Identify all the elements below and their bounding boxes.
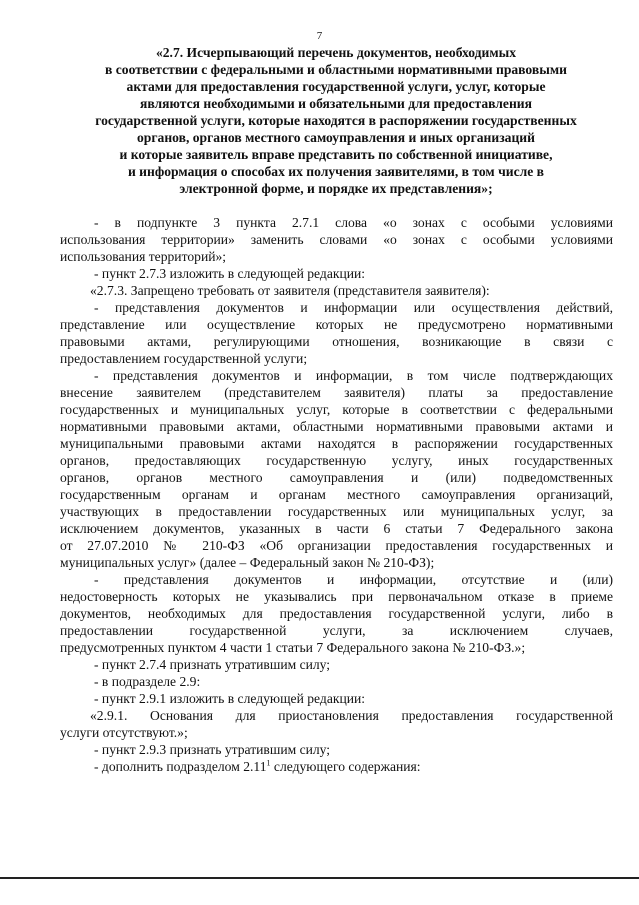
body-line: исключением документов, указанных в части 6 статьи 7 Федерального закона — [60, 521, 613, 536]
body-line: предоставлением государственной услуги; — [60, 351, 308, 366]
body-line: правовыми актами, регулирующими отношения, возникающие в связи с — [60, 334, 613, 349]
body-line: - в подразделе 2.9: — [94, 674, 201, 689]
heading-line: актами для предоставления государственной услуги, услуг, которые — [126, 79, 546, 94]
body-line: услуги отсутствуют.»; — [60, 725, 188, 740]
body-line: «2.7.3. Запрещено требовать от заявителя (представителя заявителя): — [90, 283, 490, 298]
heading-line: в соответствии с федеральными и областными нормативными правовыми — [105, 62, 567, 77]
body-line: - в подпункте 3 пункта 2.7.1 слова «о зонах с особыми условиями — [94, 215, 613, 230]
body-line-text: - дополнить подразделом 2.11 — [94, 759, 267, 774]
body-line: - представления документов и информации или осуществления действий, — [94, 300, 613, 315]
body-line: предоставлении государственной услуги, за исключением случаев, — [60, 623, 613, 638]
body-line: представление или осуществление которых не предусмотрено нормативными — [60, 317, 613, 332]
body-line: - пункт 2.7.3 изложить в следующей редакции: — [94, 266, 366, 281]
body-line: - пункт 2.9.3 признать утратившим силу; — [94, 742, 331, 757]
body-line: - пункт 2.7.4 признать утратившим силу; — [94, 657, 331, 672]
body-line: от 27.07.2010 № 210-ФЗ «Об организации предоставления государственных и — [60, 538, 613, 553]
page-number: 7 — [316, 30, 323, 42]
bottom-rule — [0, 877, 639, 879]
body-line: - представления документов и информации, в том числе подтверждающих — [94, 368, 613, 383]
body-line: недостоверность которых не указывались при первоначальном отказе в приеме — [60, 589, 613, 604]
document-body — [60, 214, 613, 775]
body-line-text: следующего содержания: — [270, 759, 421, 774]
body-line: использования территории» заменить словами «о зонах с особыми условиями — [60, 232, 613, 247]
body-line: - представления документов и информации, отсутствие и (или) — [94, 572, 613, 587]
superscript: 1 — [266, 758, 271, 768]
body-line: «2.9.1. Основания для приостановления предоставления государственной — [90, 708, 613, 723]
body-line: государственным органам и органам местного самоуправления организаций, — [60, 487, 613, 502]
heading-line: органов, органов местного самоуправления и иных организаций — [137, 130, 535, 145]
body-line: документов, необходимых для предоставления государственной услуги, либо в — [60, 606, 613, 621]
body-line — [60, 758, 613, 775]
body-line: участвующих в предоставлении государственных или муниципальных услуг, за — [60, 504, 613, 519]
section-heading — [56, 44, 616, 197]
heading-line: и информация о способах их получения заявителями, в том числе в — [127, 164, 545, 179]
body-line: органов, предоставляющих государственную услугу, иных государственных — [60, 453, 613, 468]
body-line: предусмотренных пунктом 4 части 1 статьи 7 Федерального закона № 210-ФЗ.»; — [60, 640, 526, 655]
body-line: - пункт 2.9.1 изложить в следующей редакции: — [94, 691, 366, 706]
body-line: внесение заявителем (представителем заявителя) платы за предоставление — [60, 385, 613, 400]
heading-line: являются необходимыми и обязательными для предоставления — [140, 96, 532, 111]
heading-line: государственной услуги, которые находятся в распоряжении государственных — [95, 113, 577, 128]
body-line: государственных и муниципальных услуг, которые в соответствии с федеральными — [60, 402, 613, 417]
heading-line: электронной форме, и порядке их представления»; — [179, 181, 493, 196]
body-line: нормативными правовыми актами, областными нормативными правовыми актами и — [60, 419, 613, 434]
body-line: органов, органов местного самоуправления и (или) подведомственных — [60, 470, 613, 485]
body-line: муниципальных услуг» (далее – Федеральный закон № 210-ФЗ); — [60, 555, 435, 570]
body-line: муниципальными правовыми актами находятся в распоряжении государственных — [60, 436, 613, 451]
body-line: использования территорий»; — [60, 249, 227, 264]
heading-line: и которые заявитель вправе представить по собственной инициативе, — [119, 147, 553, 162]
heading-line: «2.7. Исчерпывающий перечень документов, необходимых — [155, 45, 517, 60]
